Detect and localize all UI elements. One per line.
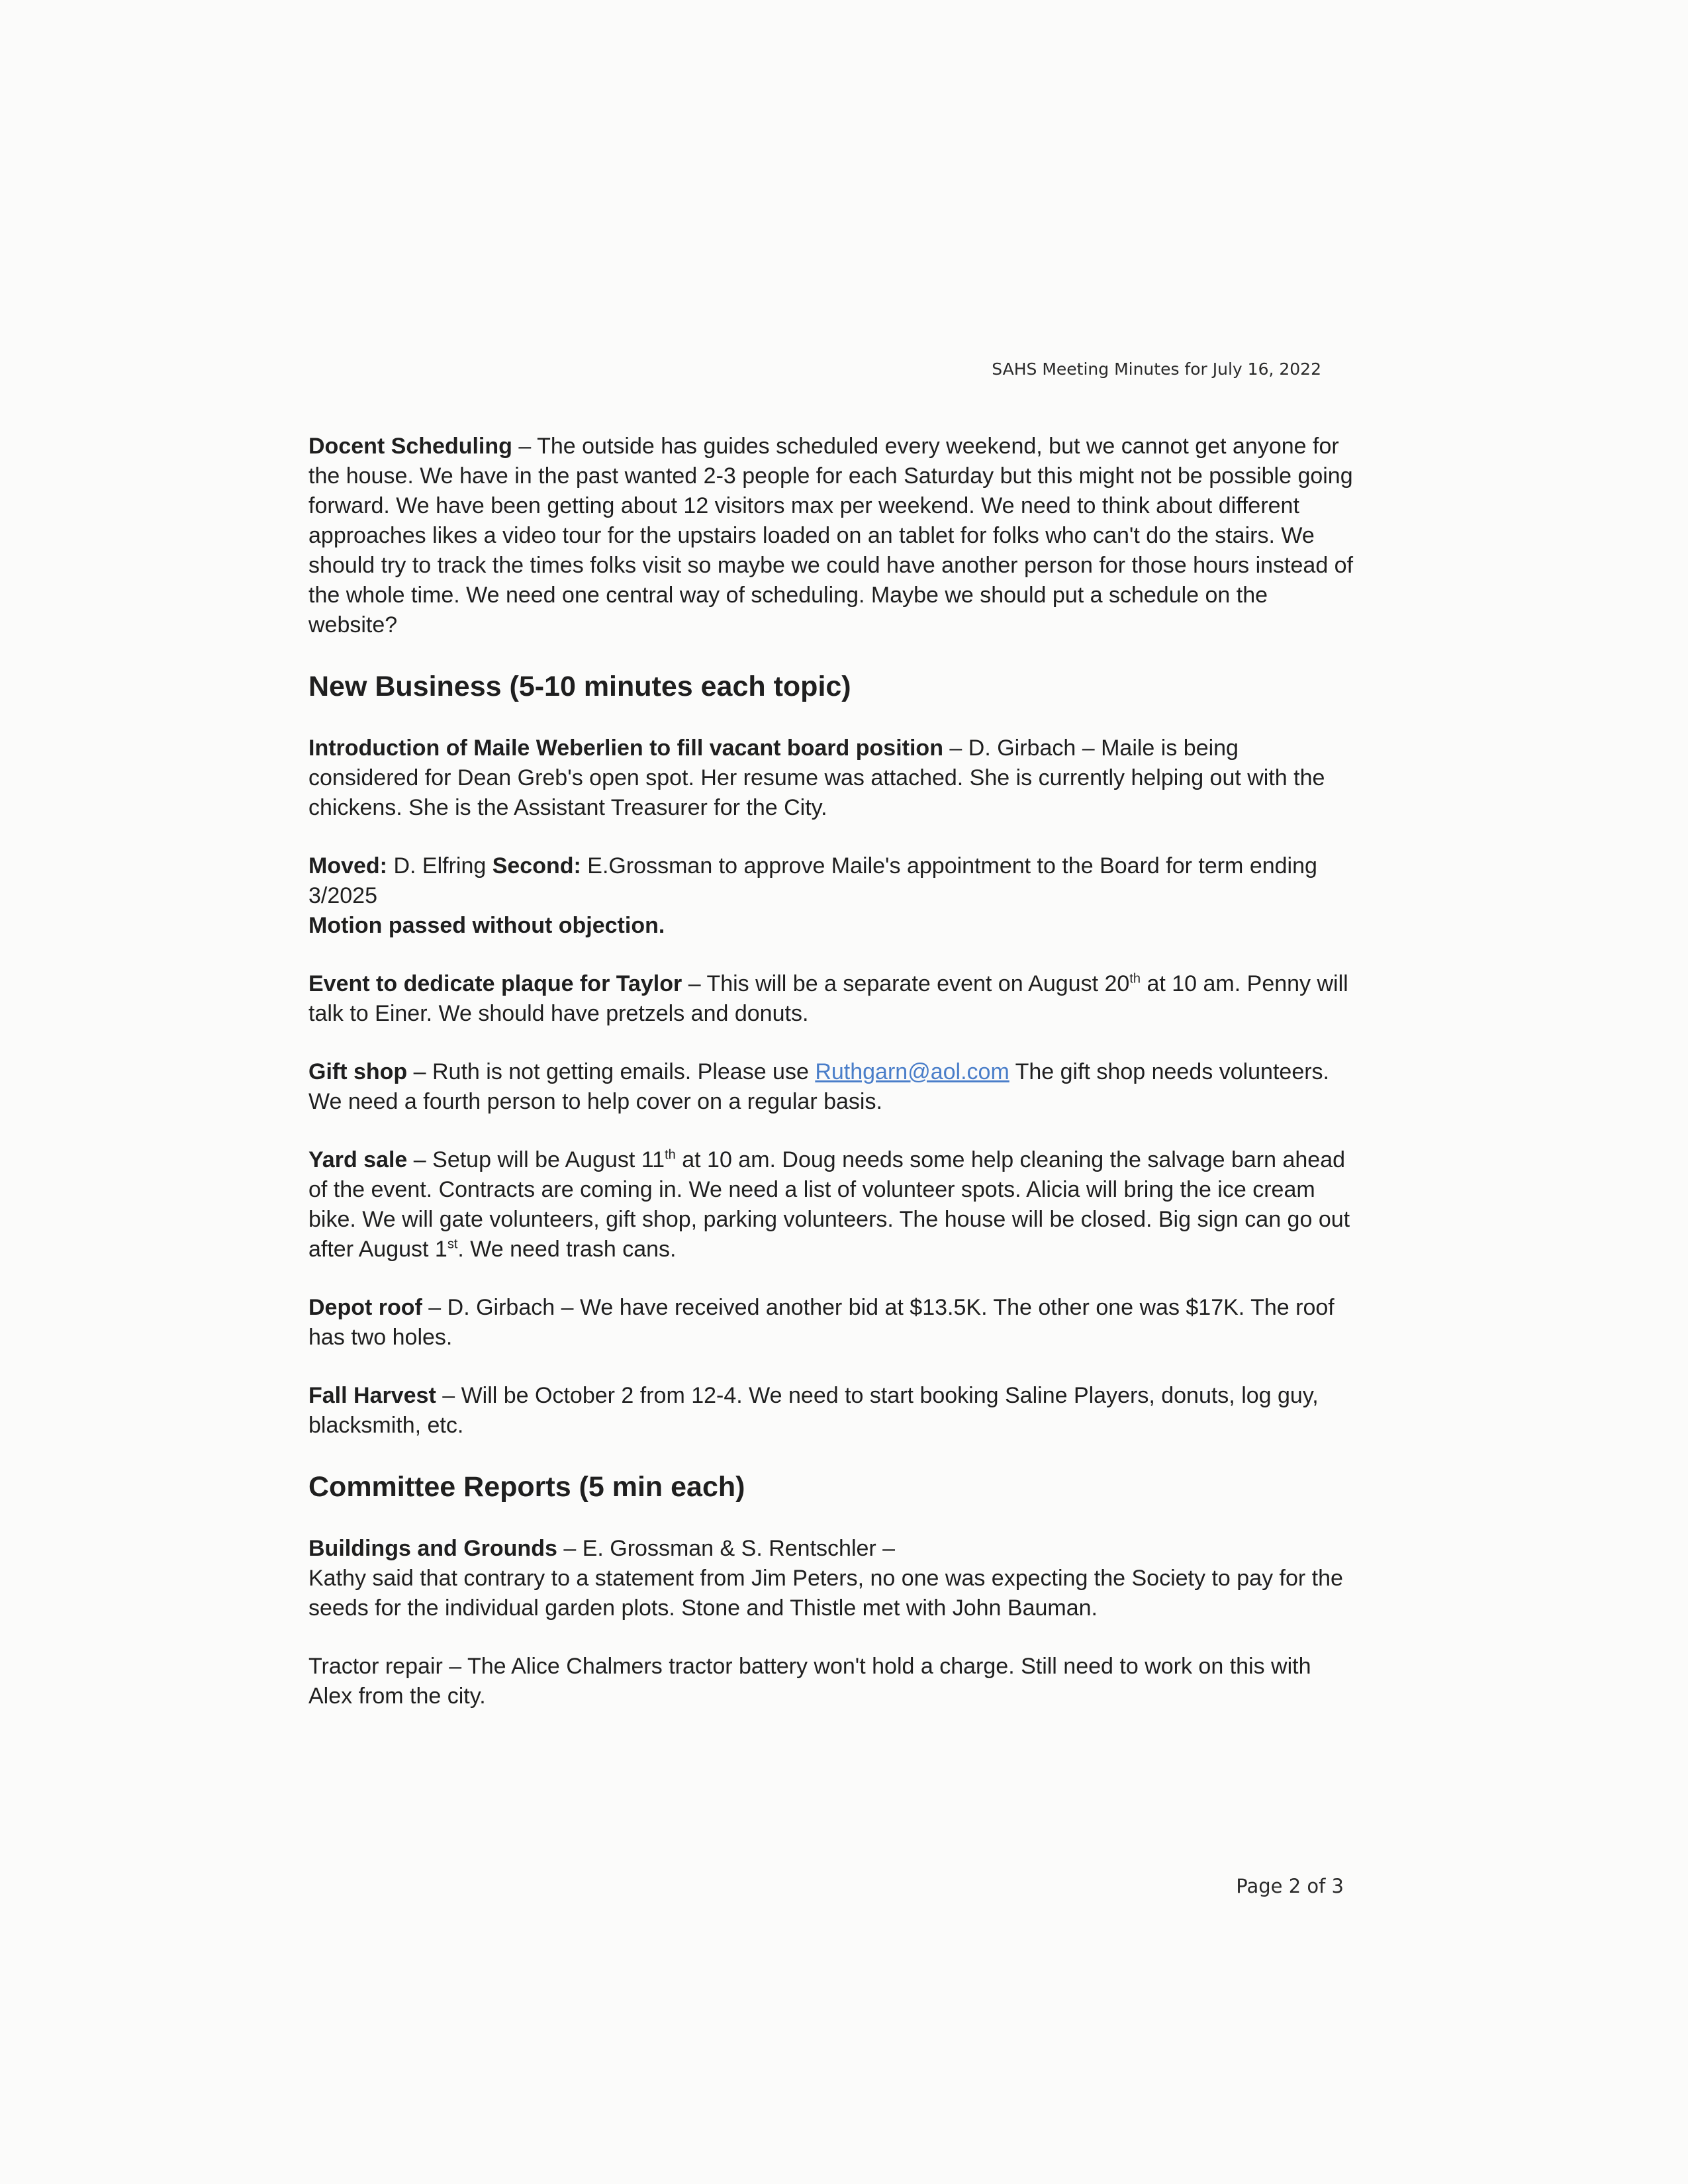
committee-reports-heading: Committee Reports (5 min each) bbox=[308, 1471, 745, 1503]
yard-sale-text-b: at 10 am. Doug needs some help cleaning the salvage barn ahead of the event. Contracts are coming in. We need a list of volunteer spots. Alicia will bring the ice cream bike. We will gate volunteers, gift shop, parking volunteers. The house will be closed. Big sign can go out after August 1 bbox=[308, 1147, 1350, 1262]
fall-harvest-label: Fall Harvest bbox=[308, 1383, 436, 1408]
page-header: SAHS Meeting Minutes for July 16, 2022 bbox=[992, 359, 1321, 379]
gift-shop-text-b: The gift shop needs volunteers. We need a fourth person to help cover on a regular basis. bbox=[308, 1059, 1330, 1114]
docent-scheduling-label: Docent Scheduling bbox=[308, 434, 512, 459]
introduction-paragraph bbox=[308, 734, 1354, 823]
yard-sale-label: Yard sale bbox=[308, 1147, 408, 1172]
buildings-grounds-names: – E. Grossman & S. Rentschler – bbox=[557, 1536, 896, 1561]
plaque-label: Event to dedicate plaque for Taylor bbox=[308, 971, 682, 996]
moved-label: Moved: bbox=[308, 853, 387, 878]
tractor-repair-paragraph: Tractor repair – The Alice Chalmers tractor battery won't hold a charge. Still need to work on this with Alex from the city. bbox=[308, 1654, 1311, 1709]
depot-roof-label: Depot roof bbox=[308, 1295, 422, 1320]
new-business-heading: New Business (5-10 minutes each topic) bbox=[308, 671, 851, 702]
plaque-paragraph bbox=[308, 969, 1354, 1029]
yard-sale-text-c: . We need trash cans. bbox=[457, 1237, 677, 1262]
buildings-grounds-title bbox=[308, 1534, 1354, 1564]
page-number: Page 2 of 3 bbox=[1236, 1875, 1344, 1897]
yard-sale-text-a: – Setup will be August 11 bbox=[407, 1147, 665, 1172]
motion-paragraph bbox=[308, 851, 1354, 911]
gift-shop-email-link[interactable]: Ruthgarn@aol.com bbox=[815, 1059, 1009, 1084]
gift-shop-label: Gift shop bbox=[308, 1059, 408, 1084]
second-label: Second: bbox=[492, 853, 581, 878]
plaque-text-b: at 10 am. Penny will talk to Einer. We should have pretzels and donuts. bbox=[308, 971, 1348, 1026]
plaque-superscript: th bbox=[1129, 971, 1141, 986]
gift-shop-paragraph bbox=[308, 1057, 1354, 1117]
buildings-grounds-label: Buildings and Grounds bbox=[308, 1536, 557, 1561]
document-body bbox=[308, 432, 1354, 1740]
introduction-label: Introduction of Maile Weberlien to fill vacant board position bbox=[308, 736, 943, 761]
second-text: E.Grossman to approve Maile's appointment to the Board for term ending 3/2025 bbox=[308, 853, 1317, 908]
yard-sale-paragraph bbox=[308, 1145, 1354, 1264]
buildings-grounds-text: Kathy said that contrary to a statement from Jim Peters, no one was expecting the Society to pay for the seeds for the individual garden plots. Stone and Thistle met with John Bauman. bbox=[308, 1566, 1343, 1621]
fall-harvest-paragraph bbox=[308, 1381, 1354, 1441]
motion-result: Motion passed without objection. bbox=[308, 913, 665, 938]
moved-name: D. Elfring bbox=[387, 853, 492, 878]
depot-roof-paragraph bbox=[308, 1293, 1354, 1353]
plaque-text-a: – This will be a separate event on August 20 bbox=[682, 971, 1130, 996]
yard-sale-superscript-2: st bbox=[447, 1237, 458, 1252]
yard-sale-superscript-1: th bbox=[665, 1147, 676, 1163]
docent-scheduling-text: – The outside has guides scheduled every weekend, but we cannot get anyone for the house. We have in the past wanted 2-3 people for each Saturday but this might not be possible going forward. We have been getting about 12 visitors max per weekend. We need to think about different approaches likes a video tour for the upstairs loaded on an tablet for folks who can't do the stairs. We should try to track the times folks visit so maybe we could have another person for those hours instead of the whole time. We need one central way of scheduling. Maybe we should put a schedule on the website? bbox=[308, 434, 1354, 638]
docent-scheduling-paragraph bbox=[308, 432, 1354, 640]
introduction-text: – D. Girbach – Maile is being considered for Dean Greb's open spot. Her resume was attached. She is currently helping out with the chickens. She is the Assistant Treasurer for the City. bbox=[308, 736, 1325, 820]
depot-roof-text: – D. Girbach – We have received another bid at $13.5K. The other one was $17K. The roof has two holes. bbox=[308, 1295, 1335, 1350]
gift-shop-text-a: – Ruth is not getting emails. Please use bbox=[407, 1059, 816, 1084]
fall-harvest-text: – Will be October 2 from 12-4. We need to start booking Saline Players, donuts, log guy, blacksmith, etc. bbox=[308, 1383, 1319, 1438]
